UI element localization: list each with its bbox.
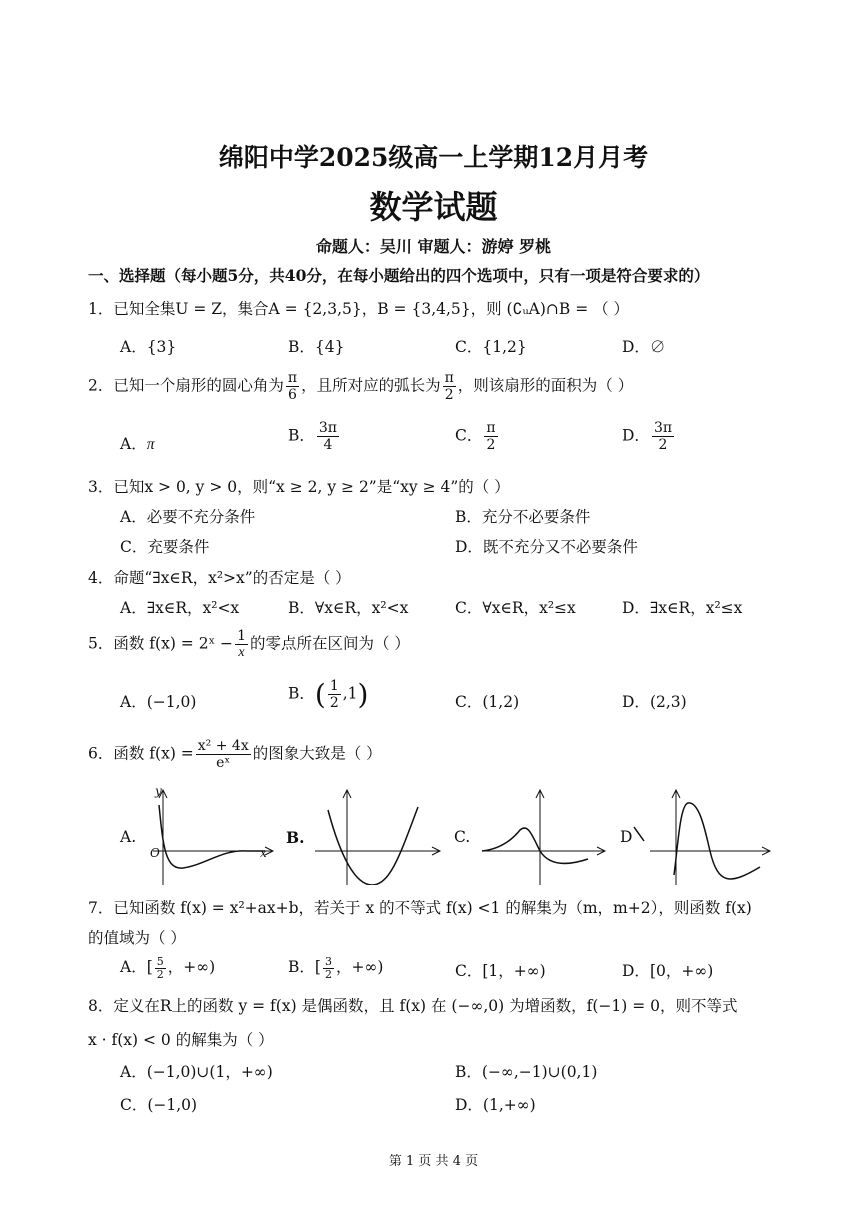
q7-option-b: B．[ $\frac{3}{2}$ ，+∞) xyxy=(288,954,384,981)
q6-stem: 6．函数 f(x) = $\frac{\text{x² + 4x}}{\text{eˣ}}$ 的图象大致是（ ） xyxy=(88,738,382,771)
q2-text: ，则该扇形的面积为（ ） xyxy=(457,376,634,395)
q2-option-d: D． $\frac{3\pi}{2}$ xyxy=(622,420,673,453)
q8-option-a: A．(−1,0)∪(1，+∞) xyxy=(120,1063,273,1081)
section-heading: 一、选择题（每小题5分，共40分，在每小题给出的四个选项中，只有一项是符合要求的） xyxy=(88,266,710,285)
q6-option-a-label: A. xyxy=(120,828,137,846)
axis-label-y: y xyxy=(155,784,162,798)
q2-fraction-1: $\frac{\pi}{6}$ xyxy=(287,370,298,403)
q6-option-d-label: D xyxy=(620,828,633,846)
subject-title: 数学试题 xyxy=(369,188,498,226)
q5-option-c: C．(1,2) xyxy=(455,693,520,711)
q5-stem: 5．函数 f(x) = 2ˣ − $\frac{1}{x}$ 的零点所在区间为（ ） xyxy=(88,628,410,660)
q6-graph-c[interactable] xyxy=(470,785,615,885)
q5-option-a: A．(−1,0) xyxy=(120,693,197,711)
axis-label-origin: O xyxy=(150,846,160,860)
q5-option-b: B．( $\frac{1}{2}$ ,1) xyxy=(288,678,369,711)
q2-option-a: A．π xyxy=(120,435,155,453)
q1-option-a: A．{3} xyxy=(120,338,177,356)
q3-option-c: C．充要条件 xyxy=(120,538,210,556)
q8-stem: 8．定义在R上的函数 y = f(x) 是偶函数，且 f(x) 在 (−∞,0) 为增函数，f(−1) = 0，则不等式 xyxy=(88,997,738,1015)
q4-option-a: A．∃x∈R，x²<x xyxy=(120,599,240,617)
q2-text: 2．已知一个扇形的圆心角为 xyxy=(88,376,284,395)
authors: 命题人：吴川 审题人：游婷 罗桃 xyxy=(315,237,552,256)
q8-option-d: D．(1,+∞) xyxy=(455,1096,536,1114)
q7-option-d: D．[0，+∞) xyxy=(622,962,714,980)
q7-stem-line2: 的值域为（ ） xyxy=(88,929,186,947)
q1-option-b: B．{4} xyxy=(288,338,345,356)
q4-stem: 4．命题“∃x∈R，x²>x”的否定是（ ） xyxy=(88,569,351,587)
q8-stem-line2: x · f(x) < 0 的解集为（ ） xyxy=(88,1031,274,1049)
q7-stem: 7．已知函数 f(x) = x²+ax+b，若关于 x 的不等式 f(x) <1 的解集为（m，m+2），则函数 f(x) xyxy=(88,899,752,917)
q7-option-a: A．[ $\frac{5}{2}$ ，+∞) xyxy=(120,954,216,981)
q6-option-c-label: C. xyxy=(454,828,471,846)
page-footer: 第 1 页 共 4 页 xyxy=(388,1154,479,1169)
q2-text: ，且所对应的弧长为 xyxy=(301,376,441,395)
q4-option-c: C．∀x∈R，x²≤x xyxy=(455,599,576,617)
q8-option-c: C．(−1,0) xyxy=(120,1096,198,1114)
q2-option-c: C． $\frac{\pi}{2}$ xyxy=(455,420,496,453)
q5-fraction: $\frac{1}{x}$ xyxy=(237,628,246,660)
q3-stem: 3．已知x > 0, y > 0，则“x ≥ 2, y ≥ 2”是“xy ≥ 4”的（ ） xyxy=(88,478,510,496)
q3-option-d: D．既不充分又不必要条件 xyxy=(455,538,638,556)
q6-option-b-label: B. xyxy=(286,828,305,847)
q1-option-d: D．∅ xyxy=(622,338,666,356)
q2-fraction-2: $\frac{\pi}{2}$ xyxy=(444,370,454,403)
exam-title: 绵阳中学2025级高一上学期12月月考 xyxy=(218,143,649,172)
axis-label-x: x xyxy=(260,846,267,860)
q2-stem xyxy=(88,370,633,403)
q1-stem: 1．已知全集U = Z，集合A = {2,3,5}，B = {3,4,5}，则 (∁ᵤA)∩B = （ ） xyxy=(88,300,630,318)
q8-option-b: B．(−∞,−1)∪(0,1) xyxy=(455,1063,598,1081)
q1-option-c: C．{1,2} xyxy=(455,338,527,356)
q5-option-d: D．(2,3) xyxy=(622,693,687,711)
q6-fraction: $\frac{\text{x² + 4x}}{\text{eˣ}}$ xyxy=(197,738,249,771)
q6-graph-a[interactable] xyxy=(135,785,280,885)
q3-option-a: A．必要不充分条件 xyxy=(120,508,256,526)
q4-option-d: D．∃x∈R，x²≤x xyxy=(622,599,743,617)
q4-option-b: B．∀x∈R，x²<x xyxy=(288,599,409,617)
q6-graph-d[interactable] xyxy=(630,785,775,885)
q6-graph-b[interactable] xyxy=(300,785,445,885)
q3-option-b: B．充分不必要条件 xyxy=(455,508,591,526)
q2-option-b: B． $\frac{3\pi}{4}$ xyxy=(288,420,337,453)
q7-option-c: C．[1，+∞) xyxy=(455,962,546,980)
